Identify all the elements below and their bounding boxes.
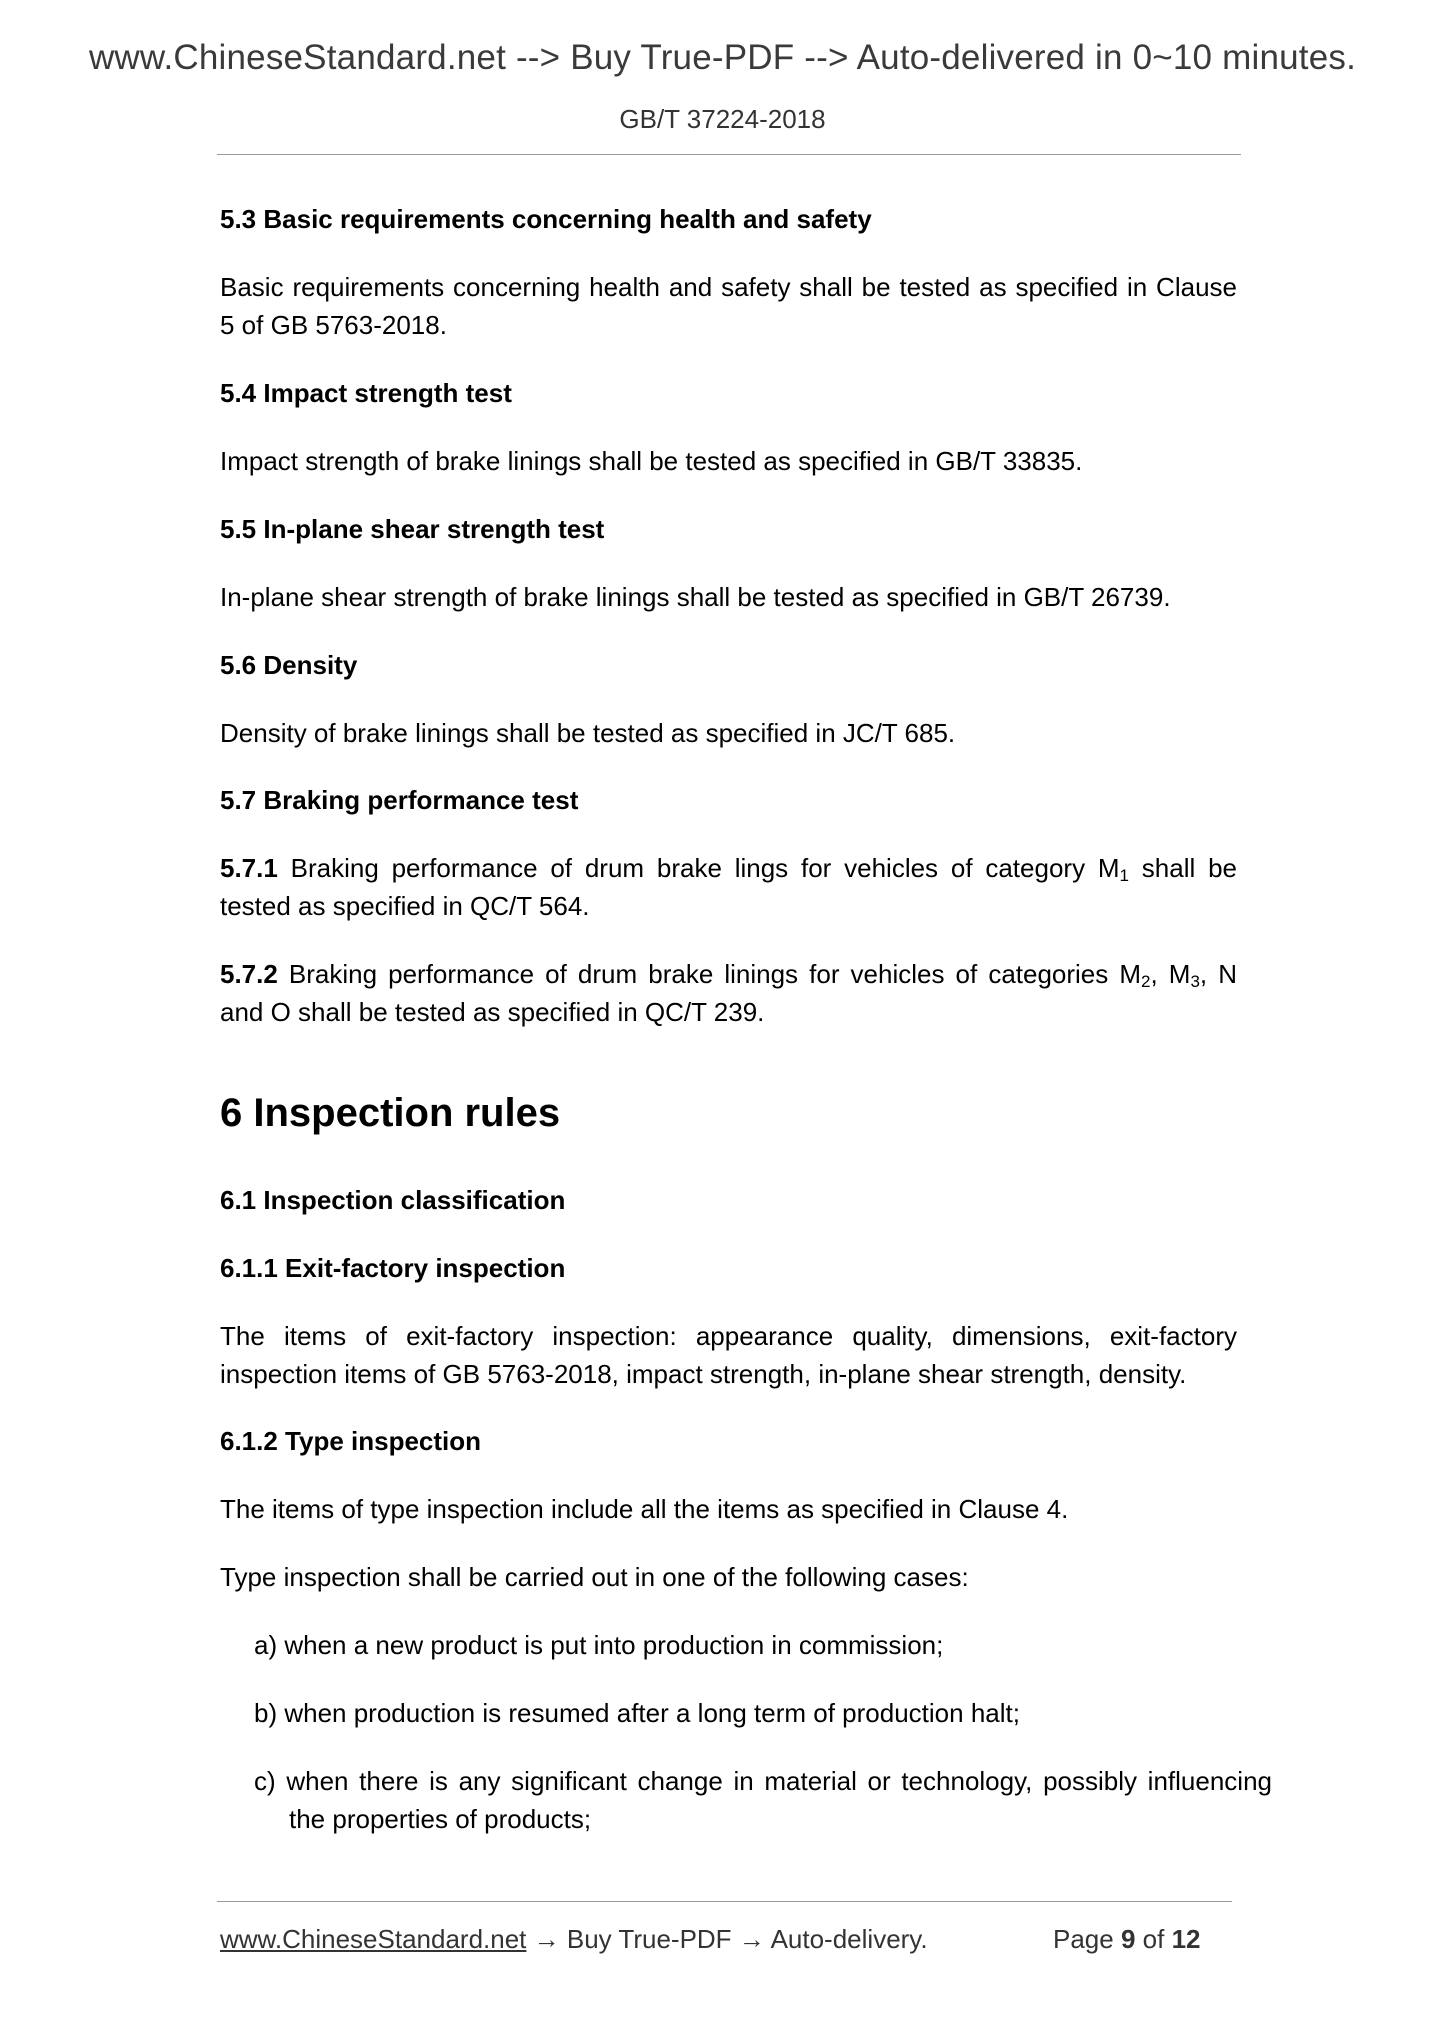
header-divider: [217, 154, 1241, 155]
heading-6-1-1: 6.1.1 Exit-factory inspection: [220, 1253, 566, 1283]
paragraph-5-7-2: 5.7.2 Braking performance of drum brake linings for vehicles of categories $M_2$, $M_3$, N and O shall be tested as specified in QC/T 239.: [220, 959, 1237, 1027]
current-page: 9: [1120, 1924, 1136, 1954]
heading-5-5: 5.5 In-plane shear strength test: [220, 514, 605, 544]
footer-promo: [220, 1924, 928, 1955]
paragraph-5-4: Impact strength of brake linings shall be tested as specified in GB/T 33835.: [220, 446, 1083, 476]
heading-5-4: 5.4 Impact strength test: [220, 378, 512, 408]
clause-number: 5.7.1: [220, 853, 278, 883]
footer-text: → Buy True-PDF → Auto-delivery.: [526, 1924, 928, 1954]
footer-divider: [217, 1901, 1232, 1902]
heading-5-3: 5.3 Basic requirements concerning health and safety: [220, 204, 872, 234]
paragraph-5-7-1: 5.7.1 Braking performance of drum brake lings for vehicles of category $M_1$ shall be tested as specified in QC/T 564.: [220, 853, 1237, 921]
clause-number: 5.7.2: [220, 959, 278, 989]
paragraph-5-3: Basic requirements concerning health and safety shall be tested as specified in Clause 5 of GB 5763-2018.: [220, 272, 1237, 340]
paragraph-5-6: Density of brake linings shall be tested as specified in JC/T 685.: [220, 718, 956, 748]
site-banner: www.ChineseStandard.net --> Buy True-PDF --> Auto-delivered in 0~10 minutes.: [88, 38, 1357, 77]
heading-6-1: 6.1 Inspection classification: [220, 1185, 566, 1215]
heading-5-6: 5.6 Density: [220, 650, 358, 680]
heading-5-7: 5.7 Braking performance test: [220, 785, 579, 815]
paragraph-6-1-1: The items of exit-factory inspection: appearance quality, dimensions, exit-factory inspection items of GB 5763-2018, impact strength, in-plane shear strength, density.: [220, 1321, 1237, 1389]
total-pages: 12: [1171, 1924, 1201, 1954]
paragraph-5-5: In-plane shear strength of brake linings shall be tested as specified in GB/T 26739.: [220, 582, 1171, 612]
paragraph-6-1-2-a: The items of type inspection include all the items as specified in Clause 4.: [220, 1494, 1069, 1524]
list-item: b) when production is resumed after a long term of production halt;: [254, 1698, 1020, 1728]
heading-6: 6 Inspection rules: [220, 1091, 561, 1135]
list-item: c) when there is any significant change in material or technology, possibly influencing the properties of products;: [254, 1766, 1272, 1834]
footer-link[interactable]: www.ChineseStandard.net: [220, 1924, 527, 1954]
heading-6-1-2: 6.1.2 Type inspection: [220, 1426, 482, 1456]
document-code: GB/T 37224-2018: [619, 104, 826, 134]
paragraph-6-1-2-b: Type inspection shall be carried out in one of the following cases:: [220, 1562, 969, 1592]
list-item: a) when a new product is put into production in commission;: [254, 1630, 944, 1660]
page-indicator: Page 9 of 12: [1053, 1924, 1201, 1954]
